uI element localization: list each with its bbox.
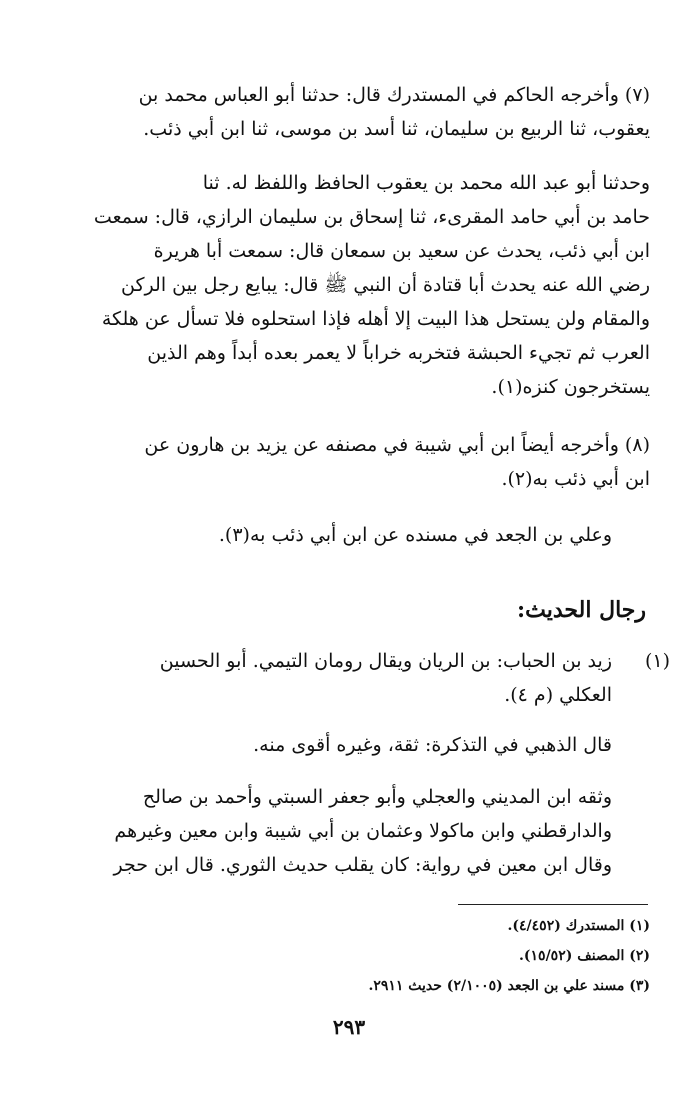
text-line: ابن أبي ذئب به(٢). [501, 468, 650, 490]
text-line: والدارقطني وابن ماكولا وعثمان بن أبي شيبة وابن معين وغيرهم [114, 820, 612, 842]
paragraph-takhrij-7 [46, 78, 650, 146]
text-line: يستخرجون كنزه(١). [491, 376, 650, 398]
text-line: العكلي (م ٤). [504, 684, 612, 706]
footnote-3: (٣) مسند علي بن الجعد (٢/١٠٠٥) حديث ٢٩١١. [368, 978, 650, 994]
text-line: ابن أبي ذئب، يحدث عن سعيد بن سمعان قال: سمعت أبا هريرة [153, 240, 650, 262]
paragraph-ali-ibn-al-jad [46, 518, 612, 552]
text-line: (٧) وأخرجه الحاكم في المستدرك قال: حدثنا أبو العباس محمد بن [138, 84, 650, 106]
text-line: وحدثنا أبو عبد الله محمد بن يعقوب الحافظ واللفظ له. ثنا [202, 172, 650, 194]
narrator-dhahabi-note [46, 728, 612, 762]
text-line: يعقوب، ثنا الربيع بن سليمان، ثنا أسد بن موسى، ثنا ابن أبي ذئب. [143, 118, 650, 140]
narrator-tawthiq [46, 780, 612, 882]
paragraph-haddathana [46, 166, 650, 404]
text-line: العرب ثم تجيء الحبشة فتخربه خراباً لا يعمر بعده أبداً وهم الذين [147, 342, 650, 364]
text-line: (٨) وأخرجه أيضاً ابن أبي شيبة في مصنفه عن يزيد بن هارون عن [144, 434, 650, 456]
text-line: رضي الله عنه يحدث أبا قتادة أن النبي ﷺ قال: يبايع رجل بين الركن [121, 274, 650, 296]
text-line: حامد بن أبي حامد المقرىء، ثنا إسحاق بن سليمان الرازي، قال: سمعت [93, 206, 650, 228]
page-number: ٢٩٣ [332, 1015, 366, 1039]
footnote-divider [458, 904, 648, 905]
text-line: وقال ابن معين في رواية: كان يقلب حديث الثوري. قال ابن حجر [113, 854, 612, 876]
narrator-item-number: (١) [644, 650, 670, 672]
footnote-2: (٢) المصنف (١٥/٥٢). [519, 948, 650, 964]
text-line: وعلي بن الجعد في مسنده عن ابن أبي ذئب به(٣). [218, 524, 612, 546]
paragraph-takhrij-8 [46, 428, 650, 496]
text-line: والمقام ولن يستحل هذا البيت إلا أهله فإذا استحلوه فلا تسأل عن هلكة [101, 308, 650, 330]
text-line: قال الذهبي في التذكرة: ثقة، وغيره أقوى منه. [253, 734, 612, 756]
footnote-1: (١) المستدرك (٤/٤٥٢). [507, 918, 650, 934]
text-line: زيد بن الحباب: بن الريان ويقال رومان التيمي. أبو الحسين [159, 650, 612, 672]
narrator-intro [46, 644, 612, 712]
text-line: وثقه ابن المديني والعجلي وأبو جعفر السبتي وأحمد بن صالح [142, 786, 612, 808]
section-heading: رجال الحديث: [517, 597, 646, 623]
